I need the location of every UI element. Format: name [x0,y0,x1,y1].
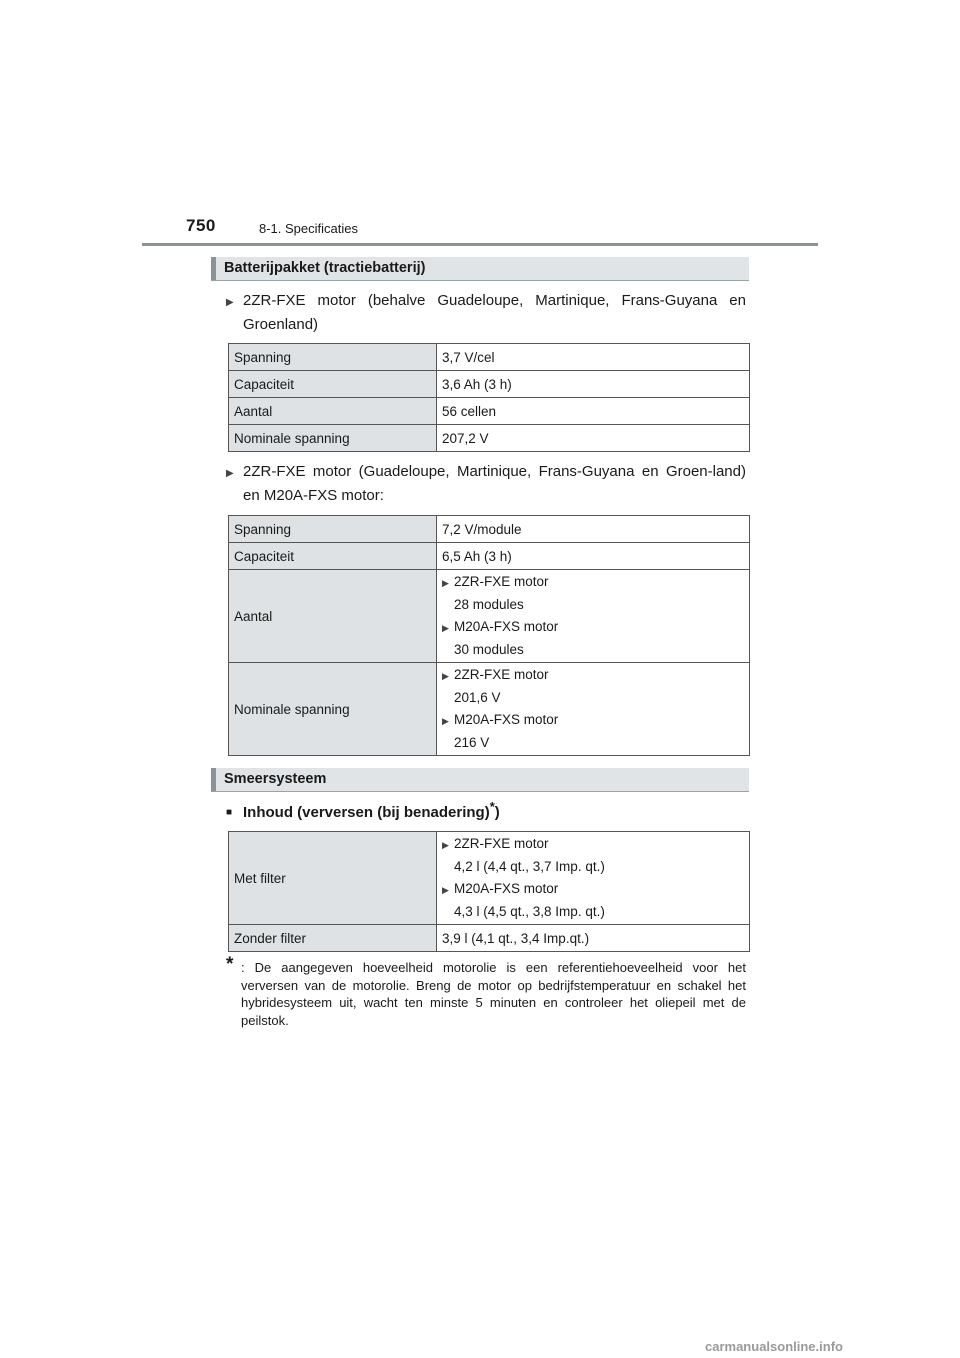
table-value: 207,2 V [437,425,750,452]
engine-value: 30 modules [454,642,524,657]
sub-item [442,571,744,594]
table-key: Aantal [229,398,437,425]
table-key: Nominale spanning [229,663,437,756]
triangle-bullet-icon: ▶ [442,671,449,681]
engine-value: 28 modules [454,597,524,612]
asterisk-mark: * [489,799,495,814]
subheading [226,799,500,821]
engine-value: 4,3 l (4,5 qt., 3,8 Imp. qt.) [454,904,605,919]
triangle-bullet-icon: ▶ [442,840,449,850]
square-bullet-icon: ■ [226,807,233,818]
footnote [226,954,746,1029]
sub-item [442,878,744,901]
section-heading-text: Batterijpakket (tractiebatterij) [224,260,426,276]
section-heading-text: Smeersysteem [224,771,327,787]
engine-label: 2ZR-FXE motor [454,574,549,589]
section-reference: 8-1. Specificaties [259,221,358,236]
table-value [437,663,750,756]
subheading-text: Inhoud (verversen (bij benadering) [243,804,490,821]
battery-spec-table-2 [228,515,750,756]
engine-label: 2ZR-FXE motor [454,836,549,851]
sub-item [442,833,744,856]
engine-label: M20A-FXS motor [454,619,559,634]
table-row [229,543,750,570]
engine-label: 2ZR-FXE motor [454,667,549,682]
table-key: Spanning [229,344,437,371]
triangle-bullet-icon: ▶ [442,716,449,726]
triangle-bullet-icon: ▶ [442,578,449,588]
battery-spec-table-1 [228,343,750,452]
table-row [229,344,750,371]
table-key: Nominale spanning [229,425,437,452]
table-row [229,570,750,663]
table-value: 6,5 Ah (3 h) [437,543,750,570]
engine-value: 201,6 V [454,690,501,705]
table-row [229,925,750,952]
table-value: 3,6 Ah (3 h) [437,371,750,398]
header-divider [142,243,818,246]
table-row [229,832,750,925]
table-key: Aantal [229,570,437,663]
table-value: 3,7 V/cel [437,344,750,371]
table-value: 56 cellen [437,398,750,425]
section-heading-bar [211,768,216,791]
footnote-asterisk: * [226,954,234,975]
watermark: carmanualsonline.info [705,1339,843,1354]
bullet-item [226,460,746,508]
triangle-bullet-icon: ▶ [442,623,449,633]
section-heading-lubrication [211,768,749,792]
table-key: Capaciteit [229,543,437,570]
footnote-text: : De aangegeven hoeveelheid motorolie is een referentiehoeveelheid voor het verversen van de motorolie. Breng de motor op bedrijfstemperatuur en schakel het hybridesysteem uit, wacht ten minste 5 minuten en controleer het oliepeil met de peilstok. [241,960,746,1028]
table-key: Capaciteit [229,371,437,398]
table-row [229,398,750,425]
sub-item [442,709,744,732]
bullet-text: 2ZR-FXE motor (behalve Guadeloupe, Martinique, Frans-Guyana en Groenland) [243,292,746,333]
sub-item [442,616,744,639]
subheading-close: ) [494,804,500,821]
engine-label: M20A-FXS motor [454,712,559,727]
bullet-text: 2ZR-FXE motor (Guadeloupe, Martinique, Frans-Guyana en Groen-land) en M20A-FXS motor: [243,463,746,504]
table-value: 7,2 V/module [437,516,750,543]
engine-value: 4,2 l (4,4 qt., 3,7 Imp. qt.) [454,859,605,874]
table-value [437,570,750,663]
triangle-bullet-icon: ▶ [442,885,449,895]
table-key: Spanning [229,516,437,543]
triangle-bullet-icon: ▶ [226,297,234,308]
triangle-bullet-icon: ▶ [226,468,234,479]
section-heading-bar [211,257,216,280]
sub-item [442,664,744,687]
table-row [229,663,750,756]
table-key: Met filter [229,832,437,925]
table-value [437,832,750,925]
table-key: Zonder filter [229,925,437,952]
table-row [229,371,750,398]
oil-capacity-table [228,831,750,952]
engine-label: M20A-FXS motor [454,881,559,896]
table-row [229,516,750,543]
engine-value: 216 V [454,735,490,750]
page-number: 750 [186,216,216,235]
table-row [229,425,750,452]
section-heading-battery [211,257,749,281]
bullet-item [226,289,746,337]
table-value: 3,9 l (4,1 qt., 3,4 Imp.qt.) [437,925,750,952]
